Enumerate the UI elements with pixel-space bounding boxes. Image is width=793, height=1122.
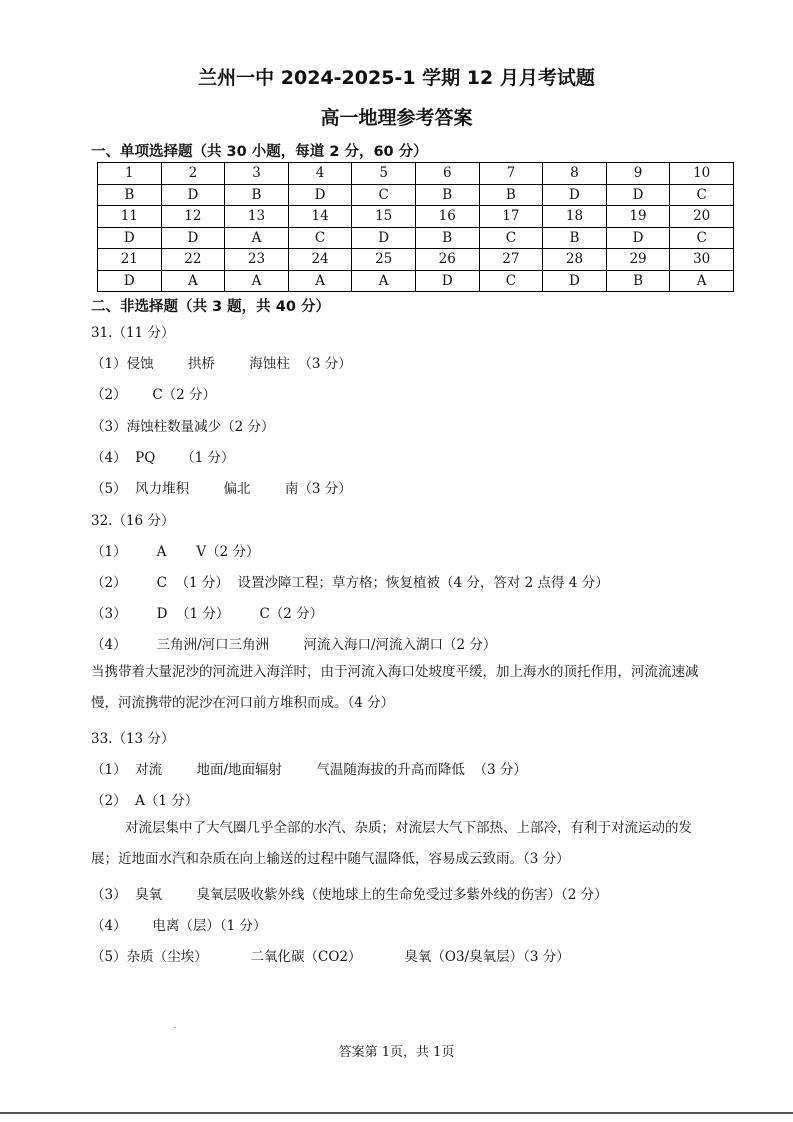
- question-number-cell: 24: [288, 249, 352, 271]
- question-number-cell: 22: [161, 249, 225, 271]
- answer-cell: C: [288, 227, 352, 249]
- q31-answer-4: （4） PQ （1 分）: [91, 450, 235, 466]
- question-number-cell: 9: [606, 163, 670, 185]
- answer-cell: B: [225, 184, 289, 206]
- page-speck: [174, 1027, 176, 1028]
- question-number-cell: 29: [606, 249, 670, 271]
- table-row: [98, 163, 734, 185]
- question-number-cell: 16: [415, 206, 479, 228]
- table-row: [98, 249, 734, 271]
- page-footer: 答案第 1页，共 1页: [338, 1045, 455, 1060]
- answer-cell: B: [415, 227, 479, 249]
- q33-answer-1: （1） 对流 地面/地面辐射 气温随海拔的升高而降低 （3 分）: [91, 762, 527, 778]
- answer-cell: D: [288, 184, 352, 206]
- question-number-cell: 1: [98, 163, 162, 185]
- section2-heading: 二、非选择题（共 3 题，共 40 分）: [91, 299, 330, 315]
- answer-cell: C: [479, 270, 543, 292]
- answer-cell: D: [352, 227, 416, 249]
- answer-cell: C: [479, 227, 543, 249]
- question-number-cell: 25: [352, 249, 416, 271]
- answer-subtitle: 高一地理参考答案: [320, 107, 473, 129]
- answer-cell: B: [98, 184, 162, 206]
- answer-cell: D: [161, 184, 225, 206]
- answer-cell: A: [225, 227, 289, 249]
- question-number-cell: 6: [415, 163, 479, 185]
- question-number-cell: 7: [479, 163, 543, 185]
- answer-cell: B: [479, 184, 543, 206]
- answer-cell: D: [543, 270, 607, 292]
- question-number-cell: 21: [98, 249, 162, 271]
- answer-cell: B: [415, 184, 479, 206]
- table-row: [98, 270, 734, 292]
- answer-cell: A: [352, 270, 416, 292]
- answer-cell: B: [543, 227, 607, 249]
- table-row: [98, 227, 734, 249]
- q33-answer-5: （5）杂质（尘埃） 二氧化碳（CO2） 臭氧（O3/臭氧层）（3 分）: [91, 949, 570, 965]
- question-number-cell: 13: [225, 206, 289, 228]
- q31-answer-5: （5） 风力堆积 偏北 南（3 分）: [91, 481, 352, 497]
- question-number-cell: 20: [670, 206, 734, 228]
- q33-explanation: 对流层集中了大气圈几乎全部的水汽、杂质；对流层大气下部热、上部冷，有利于对流运动的发展；近地面水汽和杂质在向上输送的过程中随气温降低，容易成云致雨。（3 分）: [91, 820, 692, 867]
- answer-cell: D: [606, 184, 670, 206]
- q33-answer-4: （4） 电离（层）（1 分）: [91, 918, 267, 934]
- answer-cell: D: [606, 227, 670, 249]
- question-number-cell: 23: [225, 249, 289, 271]
- answer-cell: D: [98, 227, 162, 249]
- answer-cell: D: [161, 227, 225, 249]
- answer-cell: C: [670, 184, 734, 206]
- question-number-cell: 19: [606, 206, 670, 228]
- question-number-cell: 17: [479, 206, 543, 228]
- q32-heading: 32.（16 分）: [91, 513, 175, 529]
- q33-answer-2: （2） A（1 分）: [91, 793, 199, 809]
- table-row: [98, 184, 734, 206]
- q31-answer-1: （1）侵蚀 拱桥 海蚀柱 （3 分）: [91, 356, 352, 372]
- answer-table: [97, 162, 734, 292]
- question-number-cell: 3: [225, 163, 289, 185]
- q31-answer-2: （2） C（2 分）: [91, 387, 217, 403]
- question-number-cell: 10: [670, 163, 734, 185]
- q31-answer-3: （3）海蚀柱数量减少（2 分）: [91, 419, 275, 435]
- q33-heading: 33.（13 分）: [91, 731, 175, 747]
- answer-cell: A: [288, 270, 352, 292]
- q32-answer-1: （1） A V（2 分）: [91, 544, 260, 560]
- answer-cell: D: [415, 270, 479, 292]
- q32-explanation: 当携带着大量泥沙的河流进入海洋时，由于河流入海口处坡度平缓，加上海水的顶托作用，河流流速减慢，河流携带的泥沙在河口前方堆积而成。（4 分）: [91, 664, 699, 711]
- answer-cell: A: [225, 270, 289, 292]
- exam-title: 兰州一中 2024-2025-1 学期 12 月月考试题: [198, 67, 595, 89]
- answer-cell: B: [606, 270, 670, 292]
- q32-answer-2: （2） C （1 分） 设置沙障工程；草方格；恢复植被（4 分，答对 2 点得 4 分）: [91, 575, 609, 591]
- q32-answer-3: （3） D （1 分） C（2 分）: [91, 606, 324, 622]
- question-number-cell: 15: [352, 206, 416, 228]
- section1-heading: 一、单项选择题（共 30 小题，每道 2 分，60 分）: [91, 144, 428, 160]
- question-number-cell: 4: [288, 163, 352, 185]
- answer-cell: D: [98, 270, 162, 292]
- q33-answer-3: （3） 臭氧 臭氧层吸收紫外线（使地球上的生命免受过多紫外线的伤害）（2 分）: [91, 887, 608, 903]
- answer-cell: C: [670, 227, 734, 249]
- answer-cell: C: [352, 184, 416, 206]
- q32-answer-4: （4） 三角洲/河口三角洲 河流入海口/河流入湖口（2 分）: [91, 637, 497, 653]
- question-number-cell: 2: [161, 163, 225, 185]
- answer-cell: D: [543, 184, 607, 206]
- question-number-cell: 5: [352, 163, 416, 185]
- question-number-cell: 11: [98, 206, 162, 228]
- bottom-rule: [0, 1112, 793, 1114]
- q31-heading: 31.（11 分）: [91, 325, 175, 341]
- question-number-cell: 27: [479, 249, 543, 271]
- question-number-cell: 18: [543, 206, 607, 228]
- answer-cell: A: [670, 270, 734, 292]
- table-row: [98, 206, 734, 228]
- question-number-cell: 30: [670, 249, 734, 271]
- question-number-cell: 8: [543, 163, 607, 185]
- question-number-cell: 14: [288, 206, 352, 228]
- question-number-cell: 12: [161, 206, 225, 228]
- answer-cell: A: [161, 270, 225, 292]
- question-number-cell: 26: [415, 249, 479, 271]
- question-number-cell: 28: [543, 249, 607, 271]
